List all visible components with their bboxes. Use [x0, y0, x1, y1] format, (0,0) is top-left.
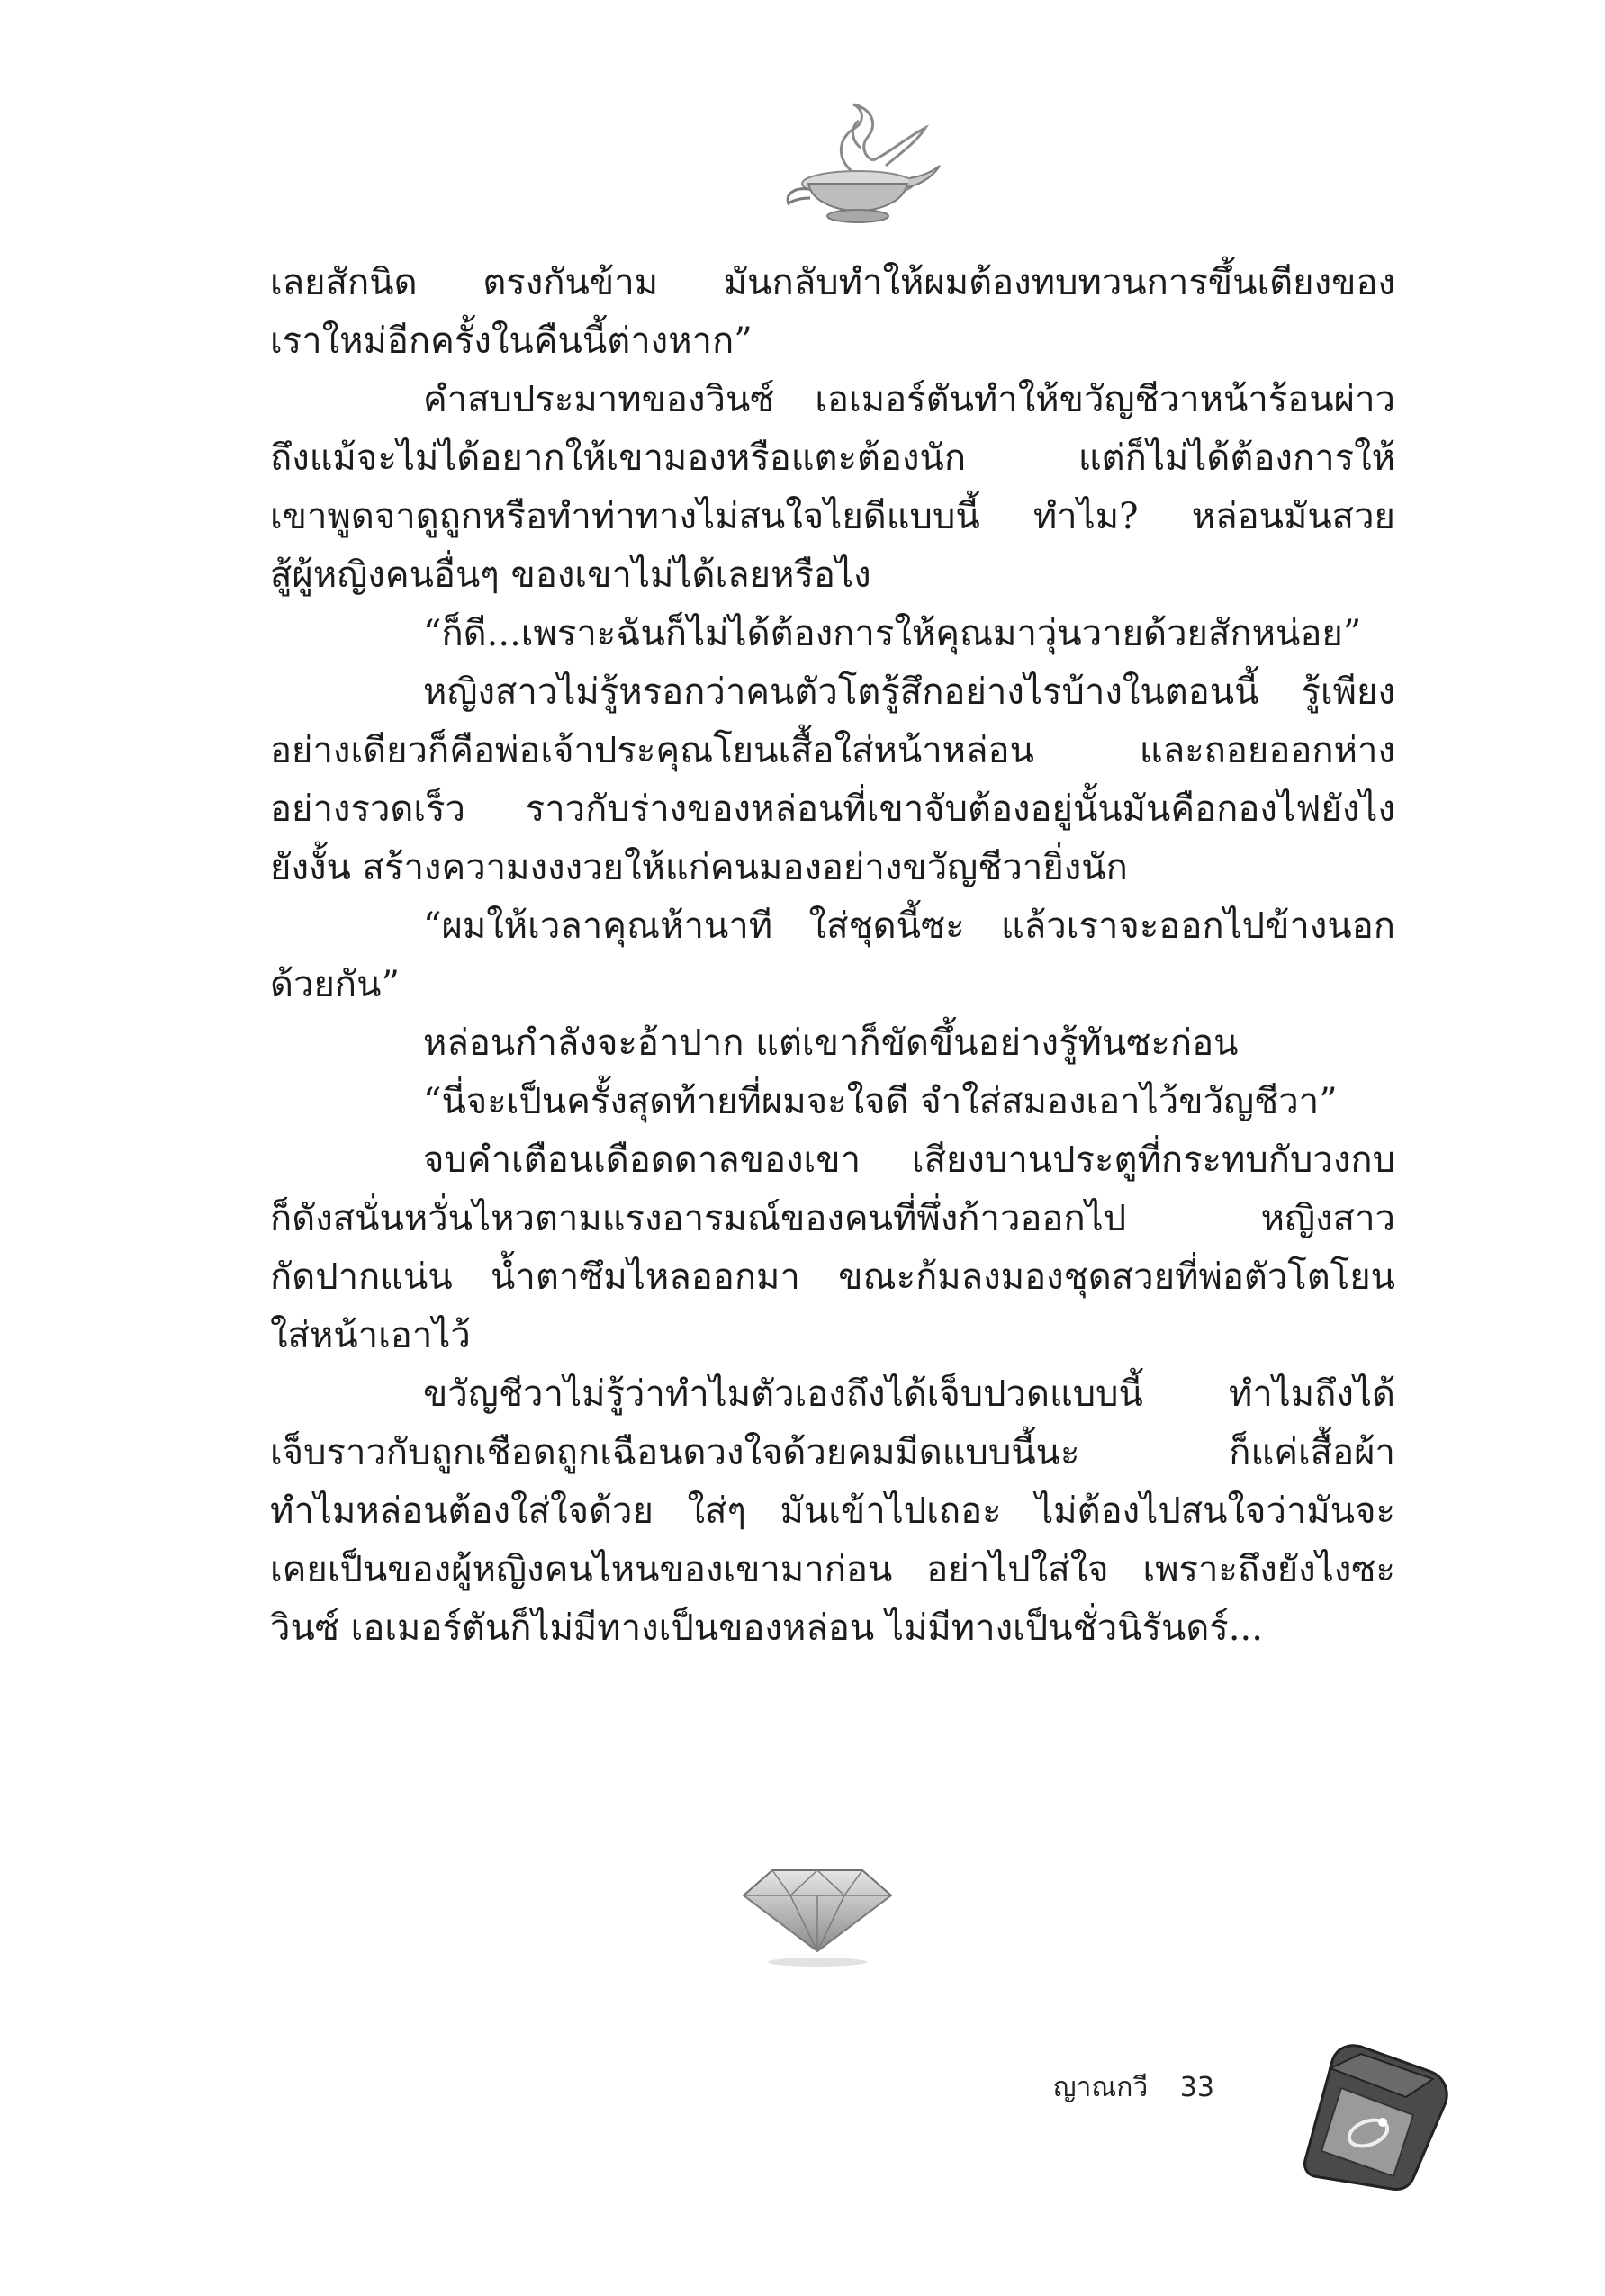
text-line: ก็ดังสนั่นหวั่นไหวตามแรงอารมณ์ของคนที่พึ่งก้าวออกไป หญิงสาว: [270, 1198, 1395, 1239]
text-line: ขวัญชีวาไม่รู้ว่าทำไมตัวเองถึงได้เจ็บปวดแบบนี้ ทำไมถึงได้: [423, 1373, 1395, 1415]
text-line: “ก็ดี...เพราะฉันก็ไม่ได้ต้องการให้คุณมาวุ่นวายด้วยสักหน่อย”: [423, 613, 1362, 654]
text-line: เขาพูดจาดูถูกหรือทำท่าทางไม่สนใจไยดีแบบนี้ ทำไม? หล่อนมันสวย: [270, 496, 1395, 537]
page-footer: [1053, 2066, 1214, 2109]
text-line: เราใหม่อีกครั้งในคืนนี้ต่างหาก”: [270, 320, 753, 362]
text-line: “ผมให้เวลาคุณห้านาที ใส่ชุดนี้ซะ แล้วเราจะออกไปข้างนอก: [423, 905, 1395, 947]
text-line: วินซ์ เอเมอร์ตันก็ไม่มีทางเป็นของหล่อน ไม่มีทางเป็นชั่วนิรันดร์...: [270, 1607, 1263, 1649]
text-line: ถึงแม้จะไม่ได้อยากให้เขามองหรือแตะต้องนัก แต่ก็ไม่ได้ต้องการให้: [270, 437, 1395, 479]
text-line: หญิงสาวไม่รู้หรอกว่าคนตัวโตรู้สึกอย่างไรบ้างในตอนนี้ รู้เพียง: [423, 671, 1395, 713]
text-line: เลยสักนิด ตรงกันข้าม มันกลับทำให้ผมต้องทบทวนการขึ้นเตียงของ: [270, 262, 1395, 303]
ring-box-icon: [1278, 2025, 1467, 2196]
author-name: ญาณกวี: [1053, 2072, 1149, 2103]
text-line: ด้วยกัน”: [270, 964, 400, 1005]
story-text: [270, 254, 1395, 1658]
text-line: คำสบประมาทของวินซ์ เอเมอร์ตันทำให้ขวัญชีวาหน้าร้อนผ่าว: [423, 379, 1395, 420]
diamond-icon: [736, 1845, 898, 1971]
text-line: สู้ผู้หญิงคนอื่นๆ ของเขาไม่ได้เลยหรือไง: [270, 554, 871, 596]
text-line: กัดปากแน่น น้ำตาซึมไหลออกมา ขณะก้มลงมองชุดสวยที่พ่อตัวโตโยน: [270, 1256, 1395, 1298]
text-line: เคยเป็นของผู้หญิงคนไหนของเขามาก่อน อย่าไปใส่ใจ เพราะถึงยังไงซะ: [270, 1549, 1395, 1590]
text-line: ยังงั้น สร้างความงงงวยให้แก่คนมองอย่างขวัญชีวายิ่งนัก: [270, 847, 1128, 888]
text-line: “นี่จะเป็นครั้งสุดท้ายที่ผมจะใจดี จำใส่สมองเอาไว้ขวัญชีวา”: [423, 1081, 1338, 1122]
text-line: ทำไมหล่อนต้องใส่ใจด้วย ใส่ๆ มันเข้าไปเถอะ ไม่ต้องไปสนใจว่ามันจะ: [270, 1490, 1395, 1532]
text-line: เจ็บราวกับถูกเชือดถูกเฉือนดวงใจด้วยคมมีดแบบนี้นะ ก็แค่เสื้อผ้า: [270, 1432, 1395, 1473]
genie-lamp-icon: [772, 101, 943, 227]
page-number: 33: [1179, 2072, 1214, 2103]
text-line: อย่างรวดเร็ว ราวกับร่างของหล่อนที่เขาจับต้องอยู่นั้นมันคือกองไฟยังไง: [270, 788, 1395, 830]
text-line: ใส่หน้าเอาไว้: [270, 1315, 471, 1356]
text-line: จบคำเตือนเดือดดาลของเขา เสียงบานประตูที่กระทบกับวงกบ: [423, 1139, 1395, 1181]
text-line: อย่างเดียวก็คือพ่อเจ้าประคุณโยนเสื้อใส่หน้าหล่อน และถอยออกห่าง: [270, 730, 1395, 771]
text-line: หล่อนกำลังจะอ้าปาก แต่เขาก็ขัดขึ้นอย่างรู้ทันซะก่อน: [423, 1022, 1239, 1064]
